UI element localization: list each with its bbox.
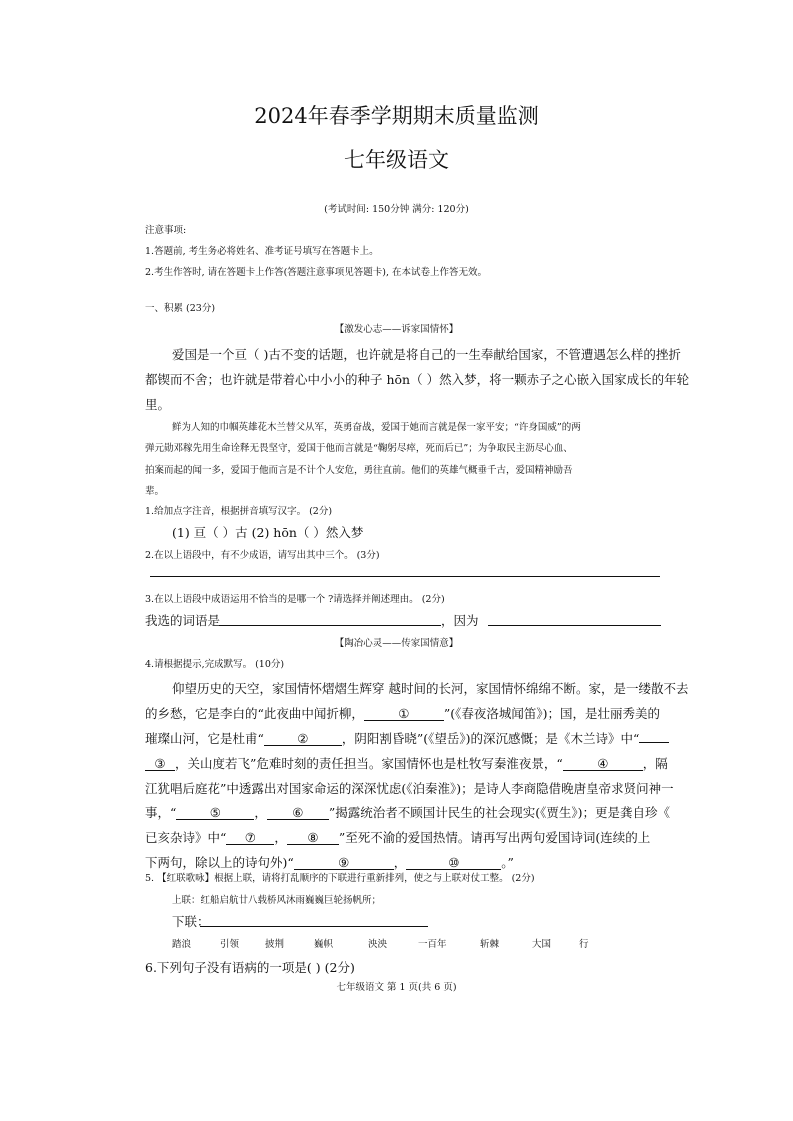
text-segment: 下两句，除以上的诗句外)“ [145, 855, 294, 870]
notes-label: 注意事项: [145, 225, 187, 236]
text-segment: ， [393, 855, 407, 870]
fill-blank-6[interactable]: ⑥ [267, 807, 329, 820]
paragraph-2-line: 弹元勋邓稼先用生命诠释无畏坚守，爱国于他而言就是“鞠躬尽瘁，死而后已”；为争取民主沥尽心血、 [145, 443, 573, 454]
question-6: 6.下列句子没有语病的一项是( ) (2分) [145, 960, 355, 975]
notes-item-1: 1.答题前, 考生务必将姓名、准考证号填写在答题卡上。 [145, 246, 379, 257]
question-4: 4.请根据提示,完成默写。 (10分) [145, 659, 285, 670]
answer-blank-word[interactable] [219, 625, 441, 626]
fill-blank-5[interactable]: ⑤ [176, 807, 254, 820]
text-segment: ，阴阳割昏晓”(《望岳》)的深沉感慨；是《木兰诗》中“ [341, 731, 640, 746]
notes-item-2: 2.考生作答时, 请在答题卡上作答(答题注意事项见答题卡), 在本试卷上作答无效。 [145, 267, 488, 278]
exam-subject: 七年级语文 [344, 148, 449, 172]
fill-blank-10[interactable]: ⑩ [406, 857, 501, 870]
couplet-word: 巍帜 [314, 939, 334, 950]
fill-blank-8[interactable]: ⑧ [287, 832, 339, 845]
couplet-upper: 上联：红船启航廿八载桥风沐雨巍巍巨轮扬帆所； [172, 895, 382, 906]
exam-info: (考试时间: 150分钟 满分: 120分) [324, 204, 469, 215]
question-3-reason-label: ，因为 [441, 613, 479, 628]
text-segment: 的乡愁，它是李白的“此夜曲中闻折柳， [145, 706, 364, 721]
question-4-line: 江犹唱后庭花”中透露出对国家命运的深深忧虑(《泊秦淮》)；是诗人李商隐借晚唐皇帝求贤问神一 [145, 781, 674, 796]
question-4-line [145, 729, 669, 747]
couplet-word: 引领 [220, 939, 240, 950]
question-4-line [145, 704, 660, 722]
question-4-line [145, 828, 650, 846]
text-segment: ，关山度若飞”危难时刻的责任担当。家国情怀也是杜牧写秦淮夜景，“ [175, 756, 563, 771]
answer-blank-reason[interactable] [488, 625, 661, 626]
couplet-word: 斩棘 [480, 939, 500, 950]
question-2: 2.在以上语段中，有不少成语，请写出其中三个。 (3分) [145, 550, 380, 561]
couplet-word: 披荆 [265, 939, 285, 950]
question-4-line [145, 853, 514, 871]
fill-blank-3-start[interactable] [639, 742, 669, 743]
page-footer: 七年级语文 第 1 页(共 6 页) [336, 982, 457, 993]
couplet-answer-line[interactable] [200, 926, 428, 927]
couplet-word: 踏浪 [172, 939, 192, 950]
text-segment: 璀璨山河，它是杜甫“ [145, 731, 264, 746]
couplet-word: 一百年 [418, 939, 447, 950]
question-1: 1.给加点字注音，根据拼音填写汉字。 (2分) [145, 506, 333, 517]
text-segment: 事，“ [145, 805, 177, 820]
answer-line[interactable] [150, 576, 660, 577]
paragraph-1-line: 爱国是一个亘（ )古不变的话题，也许就是将自己的一生奉献给国家，不管遭遇怎么样的挫折 [172, 347, 681, 362]
question-4-line [145, 803, 670, 821]
text-segment: 。” [501, 855, 514, 870]
paragraph-2-line: 辈。 [145, 486, 165, 497]
theme-heading-2: 【陶冶心灵——传家国情意】 [334, 638, 459, 649]
question-4-line [145, 754, 668, 772]
text-segment: ， [274, 830, 287, 845]
text-segment: ，隔 [642, 756, 668, 771]
fill-blank-4[interactable]: ④ [563, 758, 643, 771]
question-5: 5. 【红联歌咏】根据上联，请将打乱顺序的下联进行重新排列，使之与上联对仗工整。 (2分) [145, 873, 535, 884]
theme-heading-1: 【激发心志——诉家国情怀】 [334, 324, 459, 335]
paragraph-1-line: 里。 [145, 397, 171, 412]
question-3: 3.在以上语段中成语运用不恰当的是哪一个 ?请选择并阐述理由。 (2分) [145, 594, 445, 605]
fill-blank-3[interactable]: ③ [145, 758, 175, 771]
couplet-word: 大国 [532, 939, 552, 950]
text-segment: 已亥杂诗》中“ [145, 830, 227, 845]
text-segment: ”至死不渝的爱国热情。请再写出两句爱国诗词(连续的上 [338, 830, 651, 845]
fill-blank-7[interactable]: ⑦ [226, 832, 274, 845]
couplet-lower-label: 下联： [172, 914, 210, 929]
question-4-line: 仰望历史的天空，家国情怀熠熠生辉穿 越时间的长河，家国情怀绵绵不断。家，是一缕散不去 [172, 681, 689, 696]
text-segment: ”揭露统治者不顾国计民生的社会现实(《贾生》)；更是龚自珍《 [328, 805, 671, 820]
couplet-word: 泱泱 [368, 939, 388, 950]
exam-title: 2024年春季学期期末质量监测 [254, 104, 539, 128]
question-3-answer-label: 我选的词语是 [145, 613, 221, 628]
text-segment: ”(《春夜洛城闻笛》)；国，是壮丽秀美的 [443, 706, 661, 721]
paragraph-2-line: 鲜为人知的巾帼英雄花木兰替父从军，英勇奋战，爱国于她而言就是保一家平安；“许身国威”的两 [172, 422, 581, 433]
question-1-items: (1) 亘（ ）古 (2) hōn（ ）然入梦 [172, 525, 364, 540]
section-heading: 一、积累 (23分) [145, 303, 216, 314]
text-segment: ， [254, 805, 267, 820]
paragraph-2-line: 拍案而起的闻一多，爱国于他而言是不计个人安危，勇往直前。他们的英雄气概垂千古，爱国精神励吾 [145, 465, 573, 476]
paragraph-1-line: 都锲而不舍；也许就是带着心中小小的种子 hōn（ ）然入梦，将一颗赤子之心嵌入国家成长的年轮 [145, 372, 690, 387]
fill-blank-2[interactable]: ② [264, 733, 342, 746]
couplet-word: 行 [579, 939, 589, 950]
fill-blank-1[interactable]: ① [364, 708, 444, 721]
fill-blank-9[interactable]: ⑨ [294, 857, 394, 870]
